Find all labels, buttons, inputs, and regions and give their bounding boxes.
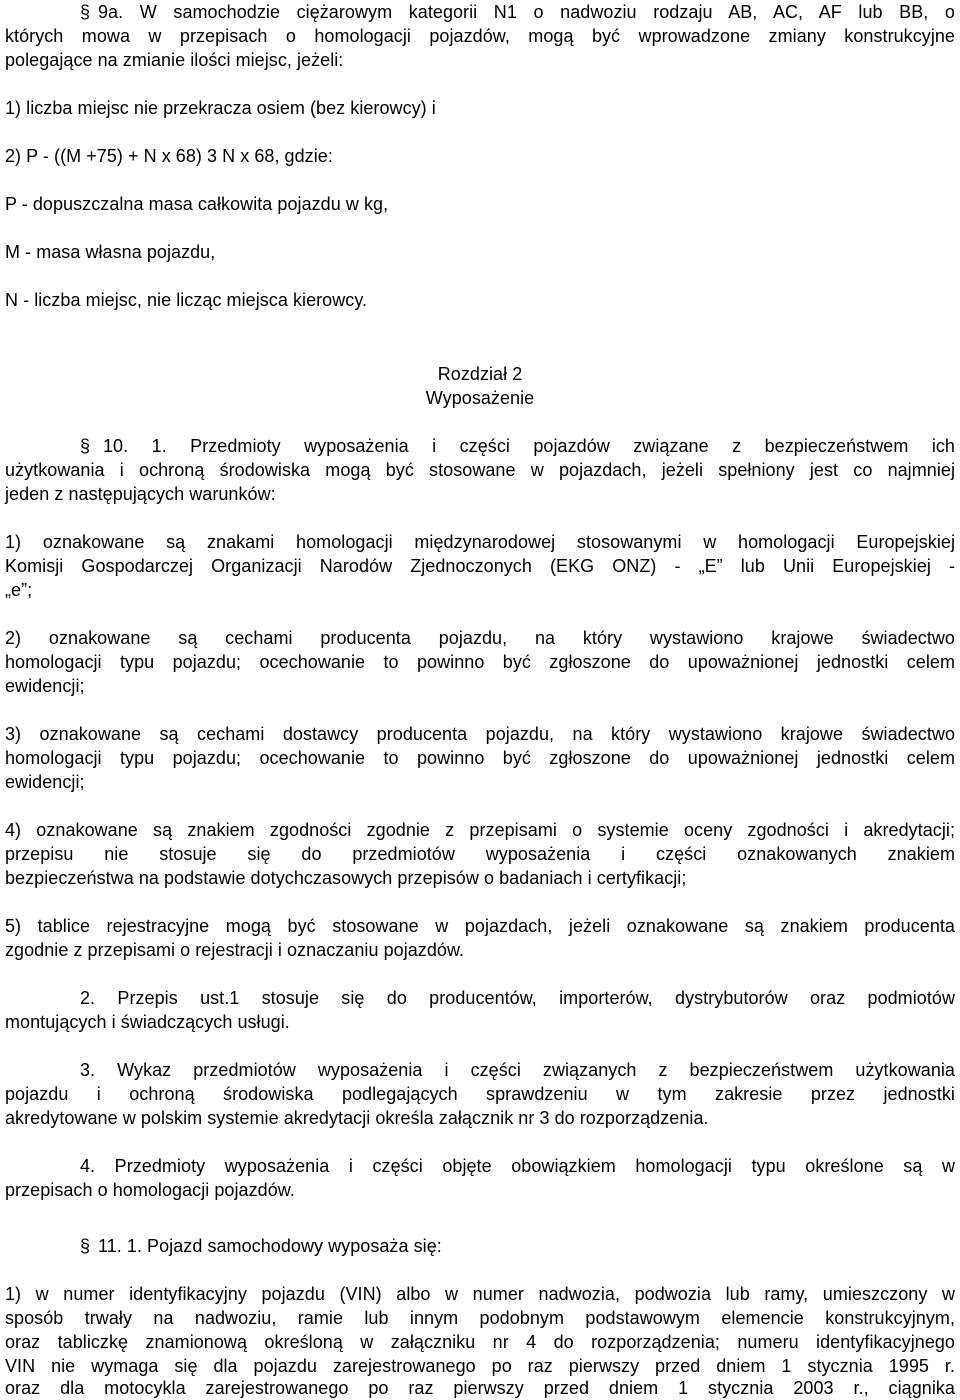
paragraph-9a-definition-n: N - liczba miejsc, nie licząc miejsca kierowcy. [5,290,368,310]
paragraph-10-item-3-line-3: ewidencji; [5,772,85,792]
paragraph-10-ust-4-line-1: 4. Przedmioty wyposażenia i części objęte obowiązkiem homologacji typu określone są w [80,1156,955,1176]
paragraph-10-item-4-line-2: przepisu nie stosuje się do przedmiotów wyposażenia i części oznakowanych znakiem [5,844,955,864]
paragraph-10-item-4-line-1: 4) oznakowane są znakiem zgodności zgodnie z przepisami o systemie oceny zgodności i akredytacji; [5,820,955,840]
paragraph-10-item-1-line-1: 1) oznakowane są znakami homologacji międzynarodowej stosowanymi w homologacji Europejskiej [5,532,955,552]
paragraph-10-item-2-line-3: ewidencji; [5,676,85,696]
paragraph-10-item-5-line-1: 5) tablice rejestracyjne mogą być stosowane w pojazdach, jeżeli oznakowane są znakiem producenta [5,916,955,936]
paragraph-10-item-1-line-2: Komisji Gospodarczej Organizacji Narodów Zjednoczonych (EKG ONZ) - „E” lub Unii Europejskiej - [5,556,955,576]
paragraph-9a-item-1: 1) liczba miejsc nie przekracza osiem (bez kierowcy) i [5,98,436,118]
paragraph-10-ust-2-line-2: montujących i świadczących usługi. [5,1012,290,1032]
paragraph-10-item-5-line-2: zgodnie z przepisami o rejestracji i oznaczaniu pojazdów. [5,940,465,960]
paragraph-9a-line-1: 9a. W samochodzie ciężarowym kategorii N1 o nadwoziu rodzaju AB, AC, AF lub BB, o [98,2,955,22]
paragraph-10-item-3-line-1: 3) oznakowane są cechami dostawcy producenta pojazdu, na który wystawiono krajowe świadectwo [5,724,955,744]
paragraph-10-item-2-line-2: homologacji typu pojazdu; ocechowanie to powinno być zgłoszone do upoważnionej jednostki celem [5,652,955,672]
paragraph-10-item-4-line-3: bezpieczeństwa na podstawie dotychczasowych przepisów o badaniach i certyfikacji; [5,868,687,888]
chapter-title: Wyposażenie [425,388,535,408]
paragraph-9a-definition-p: P - dopuszczalna masa całkowita pojazdu w kg, [5,194,389,214]
paragraph-10-item-1-line-3: „e”; [5,580,33,600]
paragraph-10-ust-2-line-1: 2. Przepis ust.1 stosuje się do producentów, importerów, dystrybutorów oraz podmiotów [80,988,955,1008]
paragraph-10-line-3: jeden z następujących warunków: [5,484,276,504]
paragraph-9a-line-2: których mowa w przepisach o homologacji pojazdów, mogą być wprowadzone zmiany konstrukcyjne [5,26,955,46]
paragraph-11-heading: 11. 1. Pojazd samochodowy wyposaża się: [98,1236,442,1256]
paragraph-9a-item-2: 2) P - ((M +75) + N x 68) 3 N x 68, gdzie: [5,146,333,166]
section-mark: § [80,2,91,22]
paragraph-11-item-1-line-3: oraz tabliczkę znamionową określoną w załączniku nr 4 do rozporządzenia; numeru identyfikacyjnego [5,1332,955,1352]
paragraph-9a-line-3: polegające na zmianie ilości miejsc, jeżeli: [5,50,344,70]
paragraph-11-item-1-line-2: sposób trwały na nadwoziu, ramie lub innym podobnym podstawowym elemencie konstrukcyjnym, [5,1308,955,1328]
paragraph-10-item-3-line-2: homologacji typu pojazdu; ocechowanie to powinno być zgłoszone do upoważnionej jednostki celem [5,748,955,768]
paragraph-9a-definition-m: M - masa własna pojazdu, [5,242,216,262]
section-mark: § [80,1236,91,1256]
paragraph-10-item-2-line-1: 2) oznakowane są cechami producenta pojazdu, na który wystawiono krajowe świadectwo [5,628,955,648]
paragraph-11-item-1-line-4: VIN nie wymaga się dla pojazdu zarejestrowanego po raz pierwszy przed dniem 1 stycznia 1995 r. [5,1356,955,1376]
paragraph-10-ust-4-line-2: przepisach o homologacji pojazdów. [5,1180,295,1200]
paragraph-10-line-2: użytkowania i ochroną środowiska mogą być stosowane w pojazdach, jeżeli spełniony jest co najmniej [5,460,955,480]
chapter-number: Rozdział 2 [437,364,523,384]
paragraph-10-line-1: 10. 1. Przedmioty wyposażenia i części pojazdów związane z bezpieczeństwem ich [103,436,955,456]
paragraph-10-ust-3-line-2: pojazdu i ochroną środowiska podlegających sprawdzeniu w tym zakresie przez jednostki [5,1084,955,1104]
paragraph-11-item-1-line-1: 1) w numer identyfikacyjny pojazdu (VIN) albo w numer nadwozia, podwozia lub ramy, umieszczony w [5,1284,955,1304]
paragraph-10-ust-3-line-1: 3. Wykaz przedmiotów wyposażenia i części związanych z bezpieczeństwem użytkowania [80,1060,955,1080]
paragraph-11-item-1-line-5: oraz dla motocykla zarejestrowanego po raz pierwszy przed dniem 1 stycznia 2003 r., ciągnika [5,1378,955,1398]
paragraph-10-ust-3-line-3: akredytowane w polskim systemie akredytacji określa załącznik nr 3 do rozporządzenia. [5,1108,709,1128]
section-mark: § [80,436,91,456]
